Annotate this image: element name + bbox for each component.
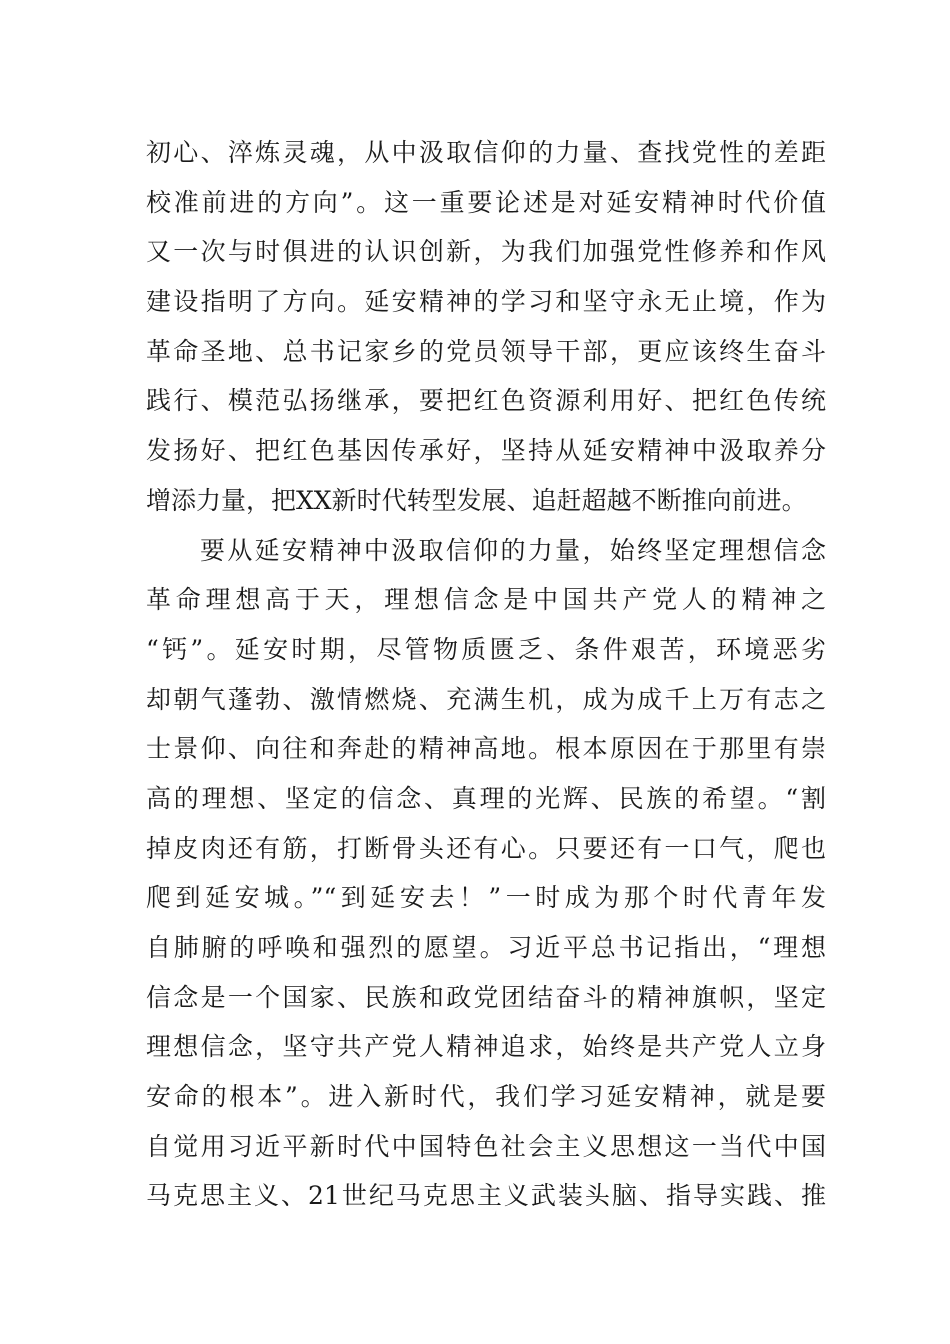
text-line: 却朝气蓬勃、激情燃烧、充满生机，成为成千上万有志之: [146, 684, 826, 714]
text-line: “钙”。延安时期，尽管物质匮乏、条件艰苦，环境恶劣: [146, 634, 826, 664]
text-line: 安命的根本”。进入新时代，我们学习延安精神，就是要: [146, 1082, 826, 1112]
text-line: 践行、模范弘扬继承，要把红色资源利用好、把红色传统: [146, 386, 826, 416]
text-line: 理想信念，坚守共产党人精神追求，始终是共产党人立身: [146, 1032, 826, 1062]
text-line: 爬到延安城。”“到延安去！”一时成为那个时代青年发: [146, 883, 826, 913]
text-line: 马克思主义、21世纪马克思主义武装头脑、指导实践、推: [146, 1181, 826, 1211]
text-line: 校准前进的方向”。这一重要论述是对延安精神时代价值: [146, 187, 826, 217]
text-line: 高的理想、坚定的信念、真理的光辉、民族的希望。“割: [146, 783, 826, 813]
text-line: 又一次与时俱进的认识创新，为我们加强党性修养和作风: [146, 237, 826, 267]
text-line: 革命理想高于天，理想信念是中国共产党人的精神之: [146, 585, 826, 615]
text-line: 自觉用习近平新时代中国特色社会主义思想这一当代中国: [146, 1131, 826, 1161]
body-text: [146, 128, 826, 1221]
paragraph-2: [146, 526, 826, 1222]
paragraph-1: [146, 128, 826, 526]
text-line: 建设指明了方向。延安精神的学习和坚守永无止境，作为: [146, 287, 826, 317]
text-line: 初心、淬炼灵魂，从中汲取信仰的力量、查找党性的差距: [146, 138, 826, 167]
text-line: 革命圣地、总书记家乡的党员领导干部，更应该终生奋斗: [146, 336, 826, 366]
text-line: 信念是一个国家、民族和政党团结奋斗的精神旗帜，坚定: [146, 982, 826, 1012]
text-line: 士景仰、向往和奔赴的精神高地。根本原因在于那里有崇: [146, 734, 826, 764]
text-line: 掉皮肉还有筋，打断骨头还有心。只要还有一口气，爬也: [146, 833, 826, 863]
text-line: 要从延安精神中汲取信仰的力量，始终坚定理想信念: [200, 535, 826, 565]
text-line: 增添力量，把XX新时代转型发展、追赶超越不断推向前进。: [146, 485, 807, 515]
text-line: 发扬好、把红色基因传承好，坚持从延安精神中汲取养分: [146, 436, 826, 466]
text-line: 自肺腑的呼唤和强烈的愿望。习近平总书记指出，“理想: [146, 933, 826, 962]
